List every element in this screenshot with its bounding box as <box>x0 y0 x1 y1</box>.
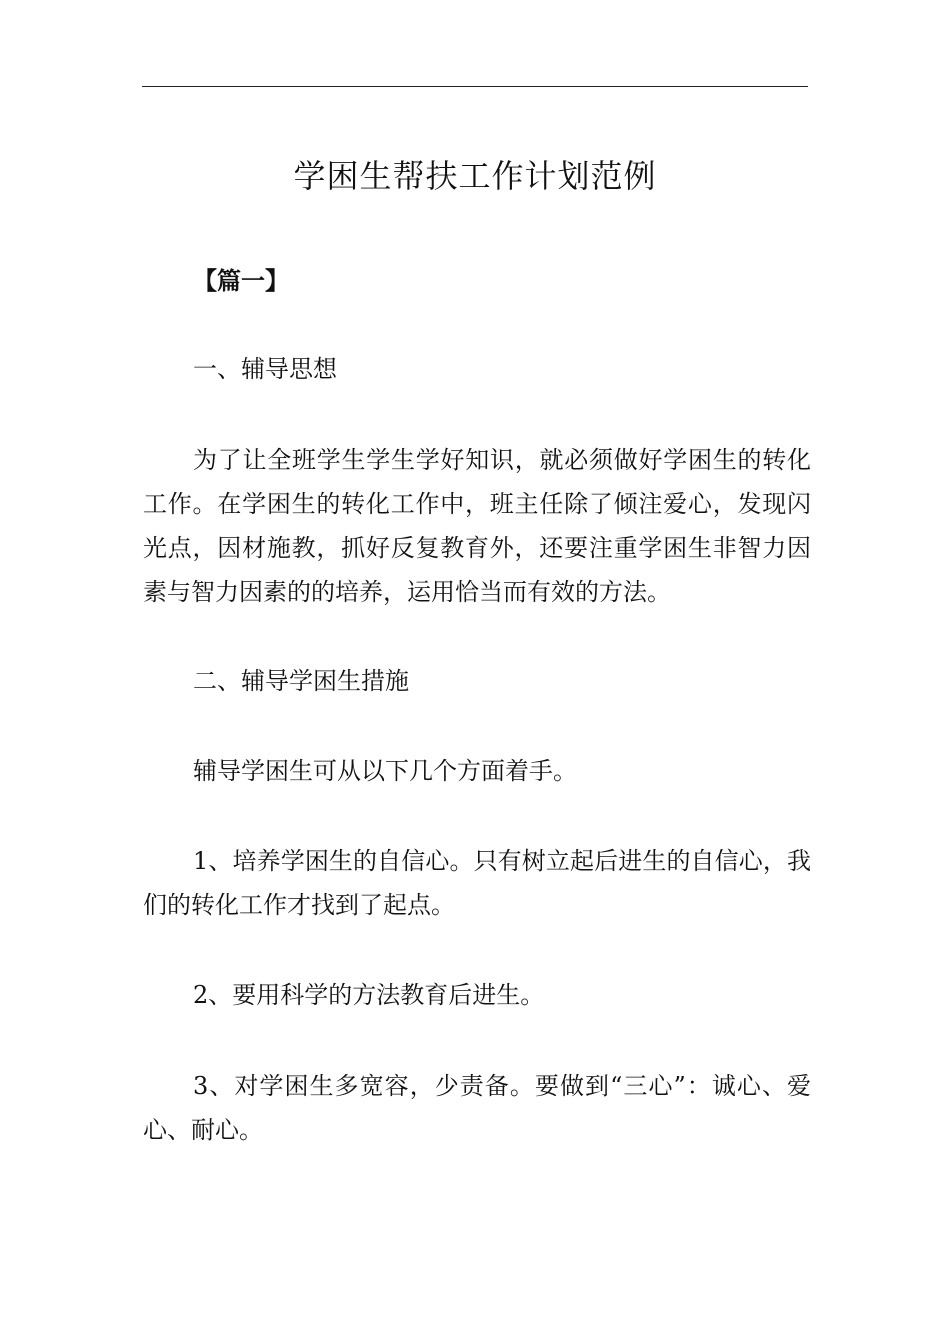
heading-guiding-idea: 一、辅导思想 <box>193 355 337 383</box>
section-tag: 【篇一】 <box>193 266 289 295</box>
list-item-3: 3、对学困生多宽容，少责备。要做到“三心”：诚心、爱心、耐心。 <box>143 1072 811 1144</box>
paragraph-intro: 为了让全班学生学生学好知识，就必须做好学困生的转化工作。在学困生的转化工作中，班主任除了倾注爱心，发现闪光点，因材施教，抓好反复教育外，还要注重学困生非智力因素与智力因素的的培养，运用恰当而有效的方法。 <box>143 446 811 606</box>
list-item-2: 2、要用科学的方法教育后进生。 <box>193 981 545 1009</box>
heading-measures: 二、辅导学困生措施 <box>193 667 409 695</box>
header-rule <box>142 86 808 87</box>
paragraph-measures-lead: 辅导学困生可从以下几个方面着手。 <box>193 757 577 785</box>
document-title: 学困生帮扶工作计划范例 <box>293 157 657 195</box>
list-item-1: 1、培养学困生的自信心。只有树立起后进生的自信心，我们的转化工作才找到了起点。 <box>143 847 811 919</box>
